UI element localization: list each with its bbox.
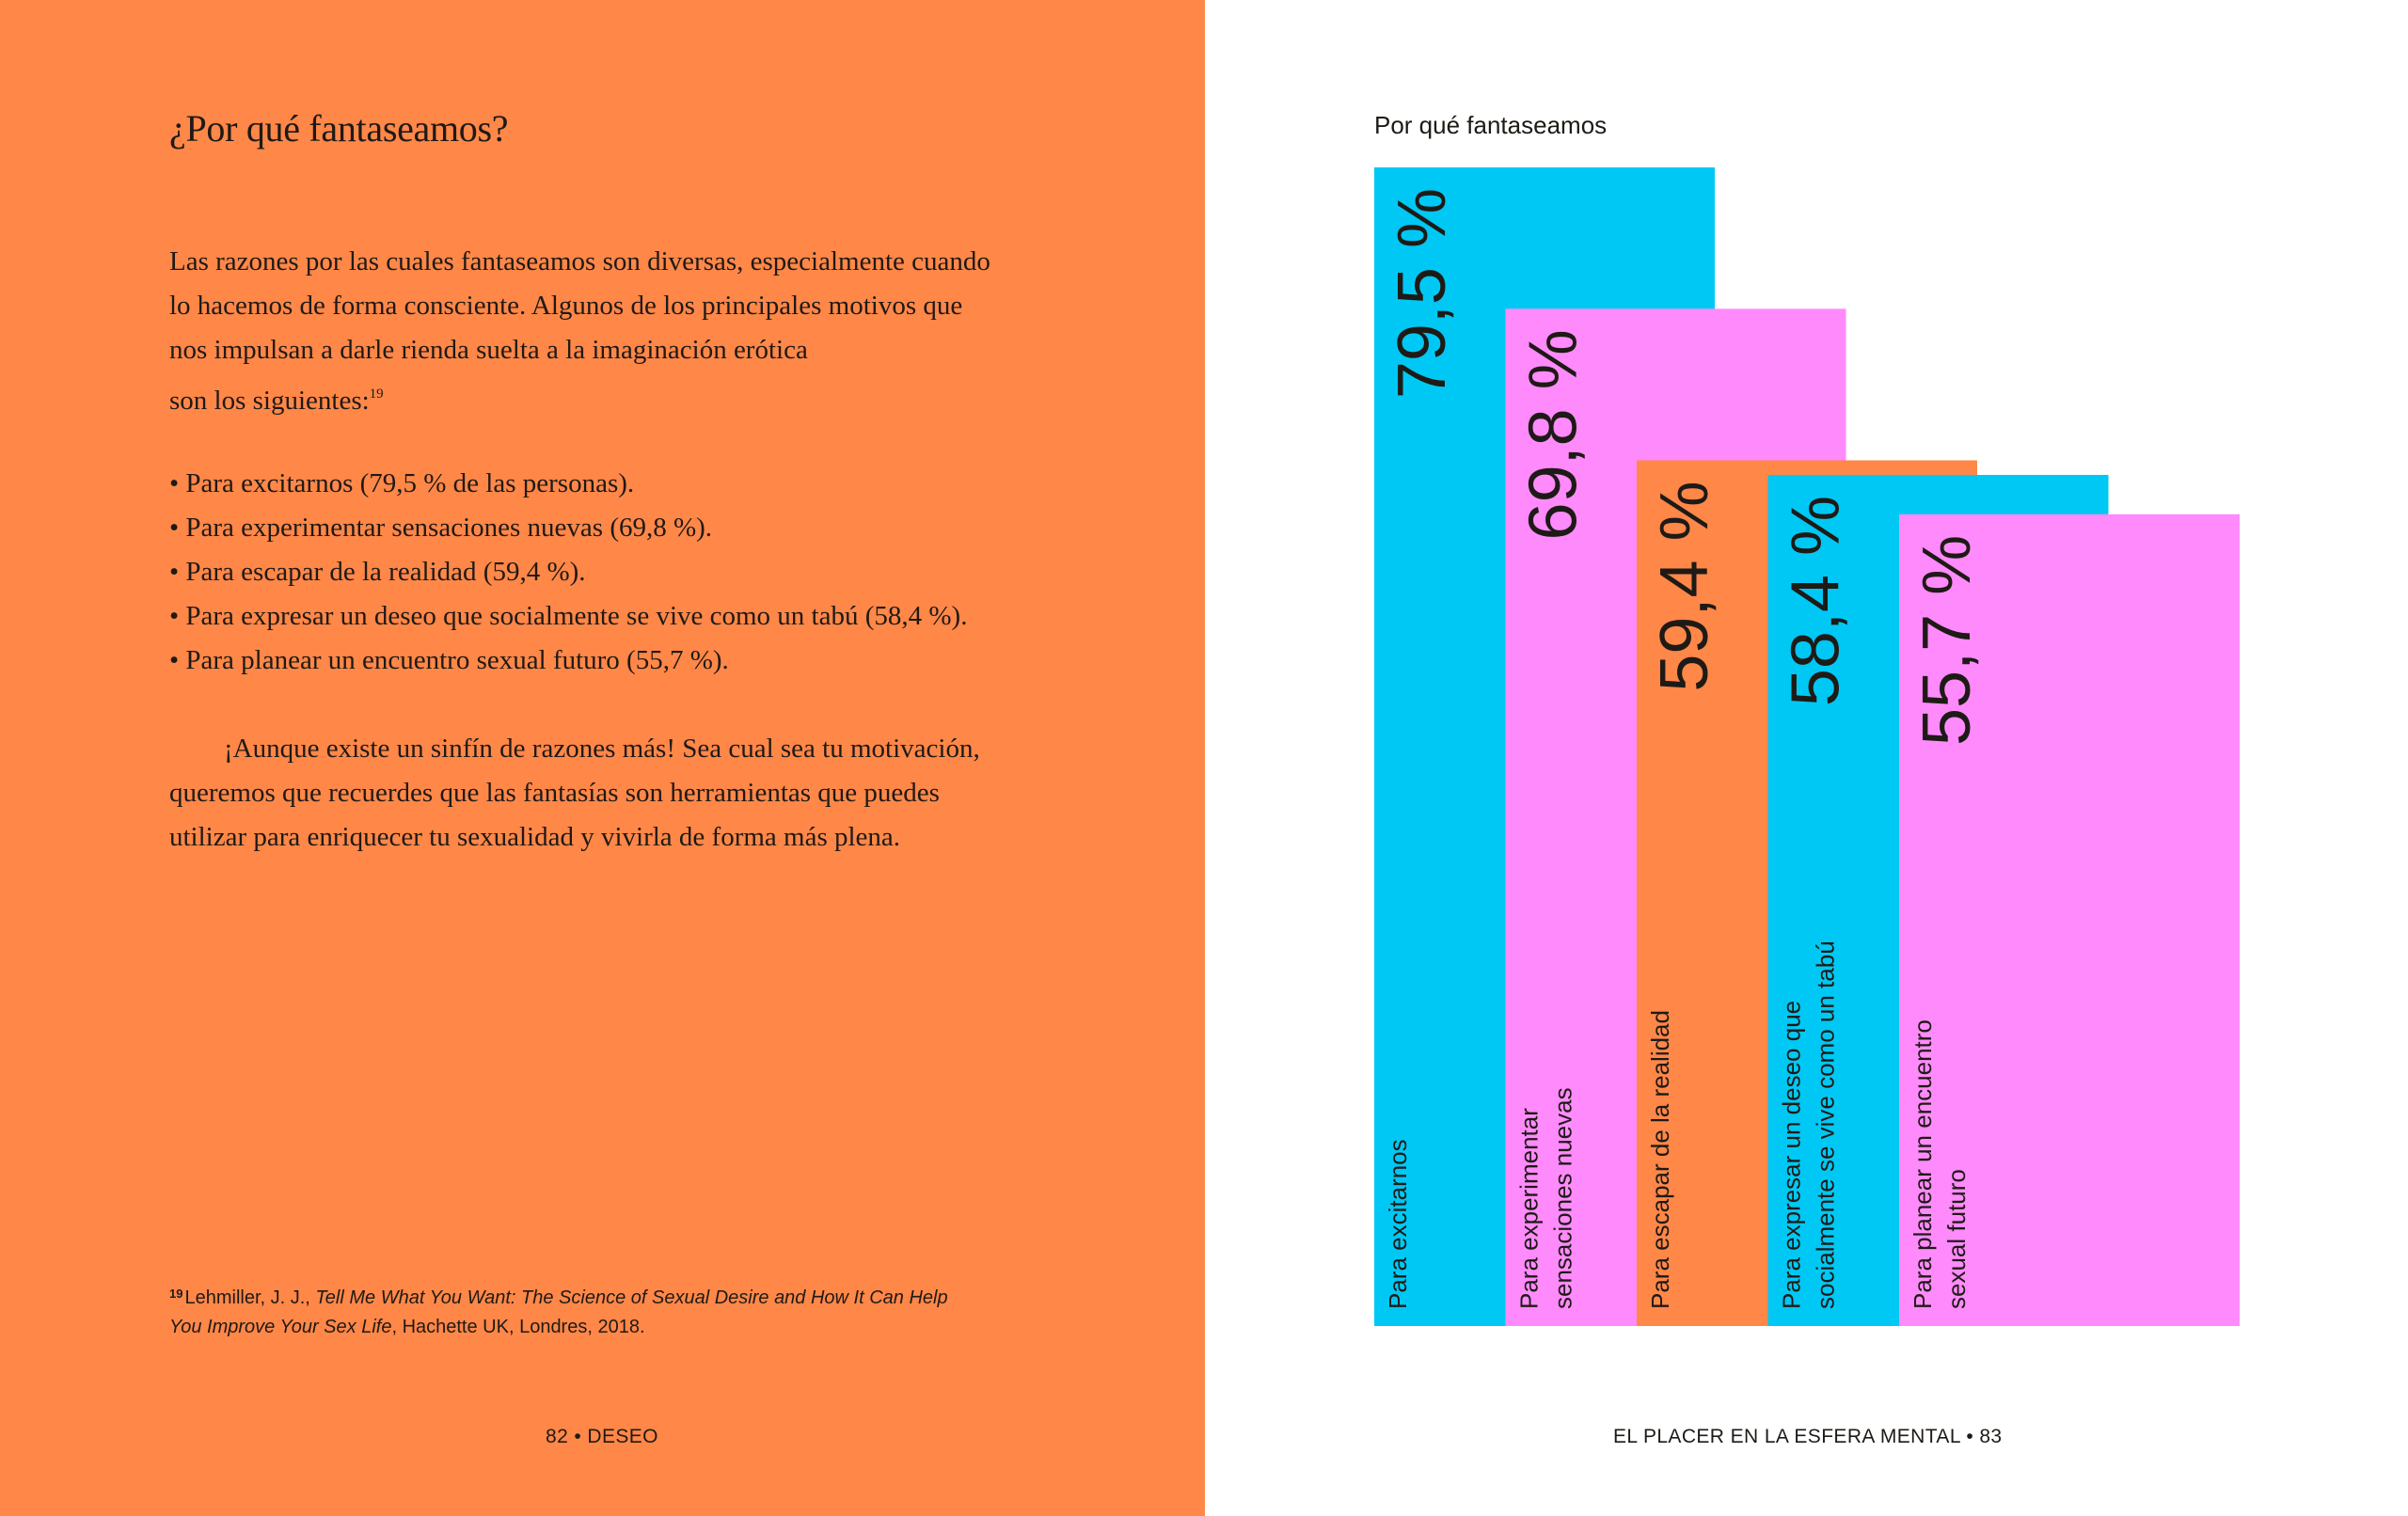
value-label-5: 55,7 %: [1909, 534, 1985, 746]
value-label-2: 69,8 %: [1515, 329, 1592, 541]
value-label-1: 79,5 %: [1385, 188, 1460, 400]
page-title: ¿Por qué fantaseamos?: [169, 107, 509, 150]
category-label-4: Para expresar un deseo que: [1777, 1000, 1806, 1309]
value-label-3: 59,4 %: [1647, 481, 1722, 692]
category-label-4: socialmente se vive como un tabú: [1811, 940, 1840, 1309]
category-label-2: Para experimentar: [1514, 1108, 1544, 1309]
intro-line: lo hacemos de forma consciente. Algunos de los principales motivos que: [169, 291, 963, 321]
category-label-3: Para escapar de la realidad: [1646, 1010, 1674, 1309]
footnote-book-title: Tell Me What You Want: The Science of Sexual Desire and How It Can Help: [315, 1287, 948, 1308]
footnote-publisher: , Hachette UK, Londres, 2018.: [391, 1317, 645, 1337]
value-label-4: 58,4 %: [1778, 495, 1854, 707]
page-number-right: EL PLACER EN LA ESFERA MENTAL • 83: [1613, 1426, 2003, 1447]
chart-title: Por qué fantaseamos: [1374, 111, 1608, 139]
closing-line: utilizar para enriquecer tu sexualidad y vivirla de forma más plena.: [169, 822, 901, 852]
footnote-reference: 19: [369, 387, 384, 402]
footnote-author: Lehmiller, J. J.,: [184, 1287, 316, 1308]
page-number-left: 82 • DESEO: [546, 1426, 658, 1447]
intro-line-text: son los siguientes:: [169, 386, 370, 416]
closing-line: queremos que recuerdes que las fantasías son herramientas que puedes: [169, 778, 940, 808]
footnote-book-title-cont: You Improve Your Sex Life: [169, 1317, 392, 1337]
category-label-2: sensaciones nuevas: [1548, 1087, 1577, 1309]
intro-line: nos impulsan a darle rienda suelta a la imaginación erótica: [169, 335, 808, 365]
list-item: • Para planear un encuentro sexual futuro (55,7 %).: [169, 645, 729, 675]
category-label-5: Para planear un encuentro: [1909, 1019, 1937, 1309]
list-item: • Para expresar un deseo que socialmente se vive como un tabú (58,4 %).: [169, 601, 968, 631]
footnote-number: 19: [169, 1287, 183, 1301]
category-label-5: sexual futuro: [1942, 1169, 1971, 1309]
list-item: • Para excitarnos (79,5 % de las personas).: [169, 468, 635, 498]
list-item: • Para escapar de la realidad (59,4 %).: [169, 557, 586, 587]
closing-line: ¡Aunque existe un sinfín de razones más! Sea cual sea tu motivación,: [224, 734, 980, 764]
list-item: • Para experimentar sensaciones nuevas (69,8 %).: [169, 513, 713, 543]
intro-line: Las razones por las cuales fantaseamos son diversas, especialmente cuando: [169, 246, 990, 276]
category-label-1: Para excitarnos: [1384, 1139, 1412, 1309]
